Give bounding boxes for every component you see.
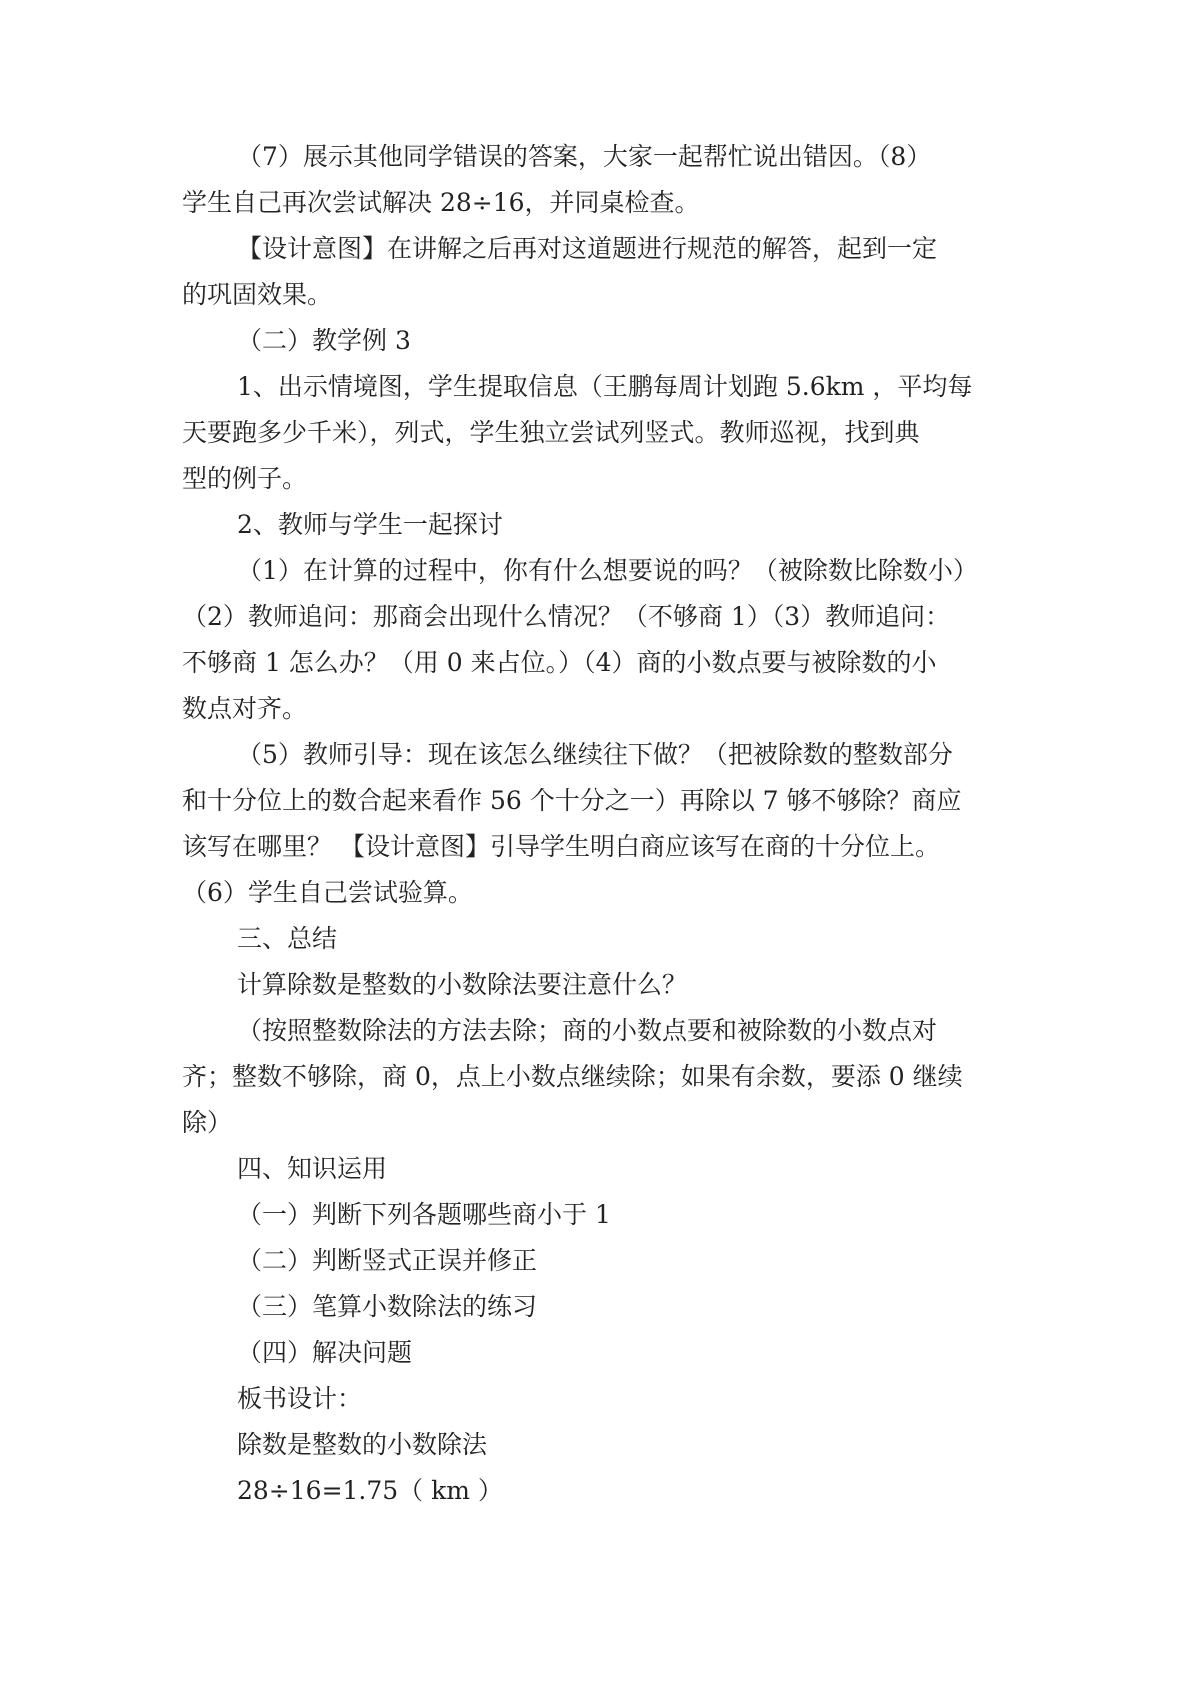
text-line: 1、出示情境图，学生提取信息（王鹏每周计划跑 5.6km ，平均每: [237, 372, 973, 401]
text-line: （按照整数除法的方法去除；商的小数点要和被除数的小数点对: [237, 1016, 938, 1045]
text-line: 【设计意图】在讲解之后再对这道题进行规范的解答，起到一定: [237, 234, 938, 263]
board-equation: 28÷16=1.75（ km ）: [237, 1476, 503, 1505]
text-line: 和十分位上的数合起来看作 56 个十分之一）再除以 7 够不够除？商应: [182, 786, 962, 815]
text-line: （7）展示其他同学错误的答案，大家一起帮忙说出错因。（8）: [237, 142, 932, 171]
document-body: [182, 134, 1012, 1514]
list-item: （二）判断竖式正误并修正: [237, 1246, 538, 1275]
text-line: 型的例子。: [182, 464, 308, 493]
text-line: （1）在计算的过程中，你有什么想要说的吗？（被除数比除数小）: [237, 556, 978, 585]
text-line: 不够商 1 怎么办？（用 0 来占位。）（4）商的小数点要与被除数的小: [182, 648, 937, 677]
section-heading: 三、总结: [237, 924, 338, 953]
board-title: 除数是整数的小数除法: [237, 1430, 488, 1459]
list-item: （三）笔算小数除法的练习: [237, 1292, 538, 1321]
text-line: 该写在哪里？ 【设计意图】引导学生明白商应该写在商的十分位上。: [182, 832, 940, 861]
text-line: 2、教师与学生一起探讨: [237, 510, 503, 539]
section-heading: 四、知识运用: [237, 1154, 388, 1183]
text-line: （6）学生自己尝试验算。: [182, 878, 473, 907]
text-line: 除）: [182, 1108, 233, 1137]
text-line: （2）教师追问：那商会出现什么情况？（不够商 1）（3）教师追问：: [182, 602, 951, 631]
text-line: 的巩固效果。: [182, 280, 333, 309]
text-line: 计算除数是整数的小数除法要注意什么？: [237, 970, 688, 999]
text-line: （5）教师引导：现在该怎么继续往下做？（把被除数的整数部分: [237, 740, 953, 769]
list-item: （四）解决问题: [237, 1338, 413, 1367]
text-line: 学生自己再次尝试解决 28÷16，并同桌检查。: [182, 188, 700, 217]
text-line: 数点对齐。: [182, 694, 308, 723]
list-item: （一）判断下列各题哪些商小于 1: [237, 1200, 611, 1229]
text-line: 天要跑多少千米），列式，学生独立尝试列竖式。教师巡视，找到典: [182, 418, 920, 447]
text-line: （二）教学例 3: [237, 326, 411, 355]
text-line: 齐；整数不够除，商 0，点上小数点继续除；如果有余数，要添 0 继续: [182, 1062, 963, 1091]
text-line: 板书设计：: [237, 1384, 363, 1413]
